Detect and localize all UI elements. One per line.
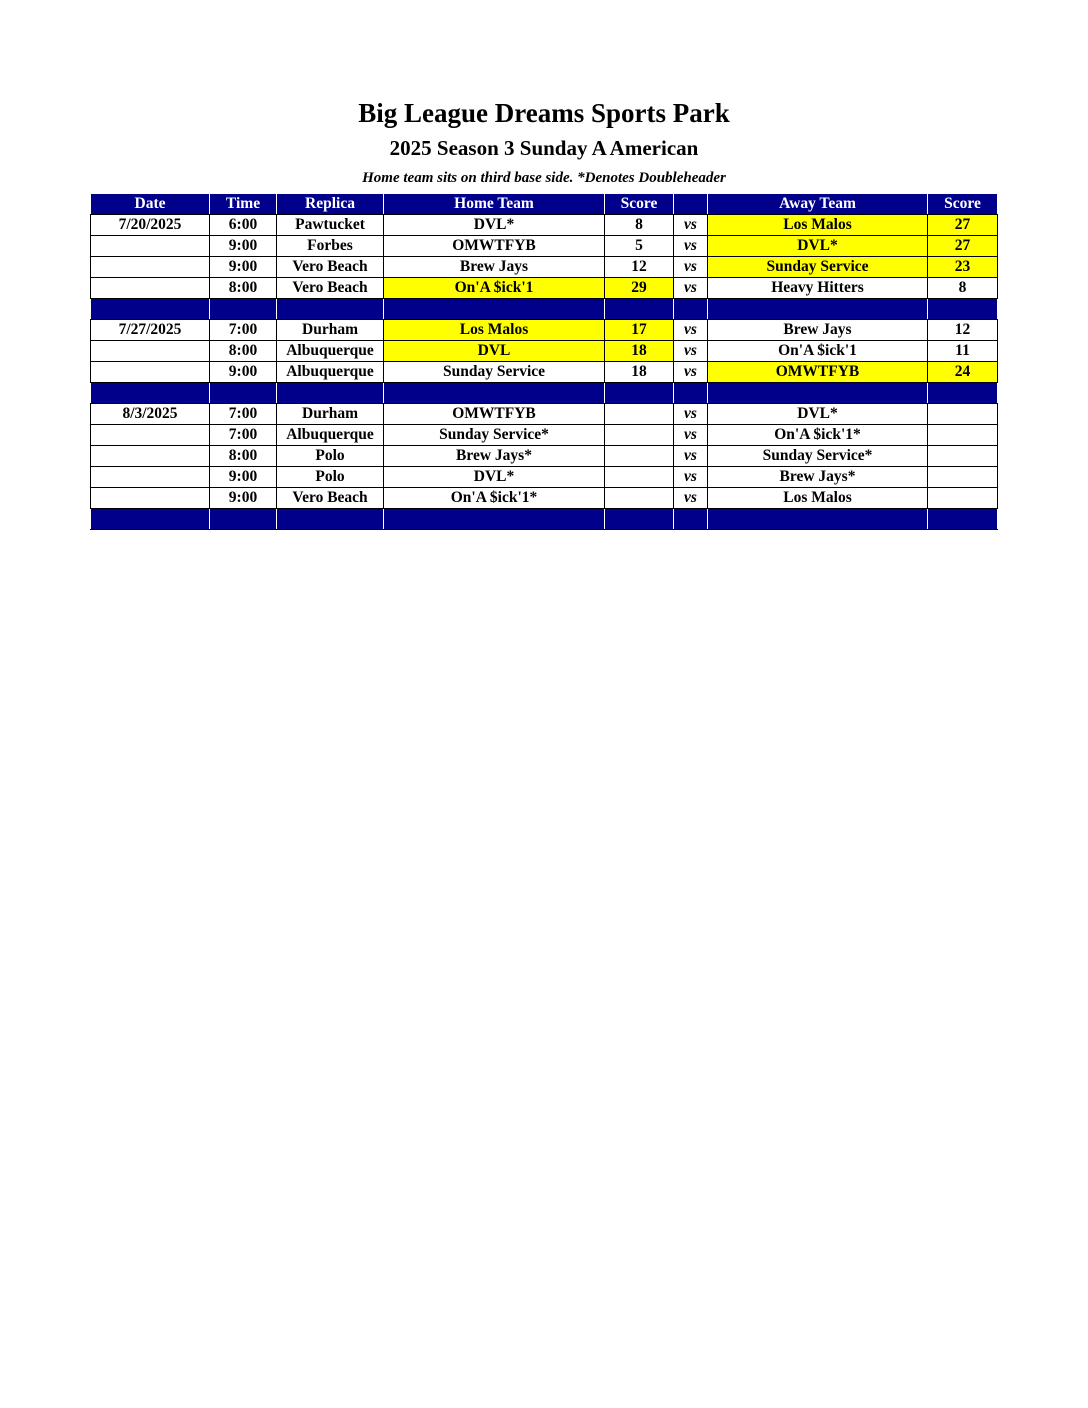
replica-cell: Vero Beach [277, 257, 384, 278]
away-score-cell [928, 488, 998, 509]
vs-cell: vs [674, 425, 708, 446]
home-score-cell [605, 467, 674, 488]
away-score-cell: 8 [928, 278, 998, 299]
replica-cell: Forbes [277, 236, 384, 257]
separator-cell [928, 509, 998, 530]
table-row [91, 467, 998, 488]
separator-cell [277, 383, 384, 404]
time-cell: 9:00 [210, 488, 277, 509]
away-score-cell [928, 425, 998, 446]
header-date: Date [91, 194, 210, 215]
away-team-cell: OMWTFYB [708, 362, 928, 383]
vs-cell: vs [674, 404, 708, 425]
away-score-cell [928, 467, 998, 488]
week-separator-row [91, 509, 998, 530]
header-time: Time [210, 194, 277, 215]
home-team-cell: DVL* [384, 467, 605, 488]
home-score-cell [605, 425, 674, 446]
separator-cell [277, 509, 384, 530]
replica-cell: Vero Beach [277, 488, 384, 509]
table-row [91, 425, 998, 446]
separator-cell [708, 383, 928, 404]
vs-cell: vs [674, 341, 708, 362]
table-row [91, 404, 998, 425]
home-score-cell [605, 488, 674, 509]
header-vs [674, 194, 708, 215]
replica-cell: Polo [277, 467, 384, 488]
away-team-cell: Los Malos [708, 488, 928, 509]
vs-cell: vs [674, 446, 708, 467]
separator-cell [277, 299, 384, 320]
table-row [91, 278, 998, 299]
separator-cell [384, 299, 605, 320]
separator-cell [928, 299, 998, 320]
header-home-team: Home Team [384, 194, 605, 215]
away-team-cell: DVL* [708, 404, 928, 425]
home-score-cell: 17 [605, 320, 674, 341]
date-cell: 7/27/2025 [91, 320, 210, 341]
week-separator-row [91, 299, 998, 320]
header-replica: Replica [277, 194, 384, 215]
time-cell: 8:00 [210, 278, 277, 299]
separator-cell [210, 509, 277, 530]
table-row [91, 320, 998, 341]
replica-cell: Durham [277, 320, 384, 341]
away-score-cell: 12 [928, 320, 998, 341]
replica-cell: Pawtucket [277, 215, 384, 236]
date-cell [91, 257, 210, 278]
replica-cell: Albuquerque [277, 425, 384, 446]
separator-cell [708, 299, 928, 320]
replica-cell: Vero Beach [277, 278, 384, 299]
vs-cell: vs [674, 236, 708, 257]
home-team-cell: Sunday Service* [384, 425, 605, 446]
away-team-cell: Heavy Hitters [708, 278, 928, 299]
home-team-cell: Brew Jays [384, 257, 605, 278]
table-row [91, 236, 998, 257]
time-cell: 8:00 [210, 341, 277, 362]
date-cell: 8/3/2025 [91, 404, 210, 425]
away-team-cell: Sunday Service* [708, 446, 928, 467]
date-cell [91, 446, 210, 467]
home-score-cell [605, 446, 674, 467]
time-cell: 9:00 [210, 257, 277, 278]
separator-cell [605, 509, 674, 530]
time-cell: 7:00 [210, 425, 277, 446]
away-team-cell: Brew Jays* [708, 467, 928, 488]
table-row [91, 446, 998, 467]
time-cell: 7:00 [210, 320, 277, 341]
time-cell: 9:00 [210, 236, 277, 257]
home-score-cell: 29 [605, 278, 674, 299]
table-row [91, 488, 998, 509]
vs-cell: vs [674, 320, 708, 341]
vs-cell: vs [674, 215, 708, 236]
away-team-cell: Sunday Service [708, 257, 928, 278]
away-team-cell: Los Malos [708, 215, 928, 236]
home-team-cell: OMWTFYB [384, 236, 605, 257]
home-team-cell: OMWTFYB [384, 404, 605, 425]
time-cell: 7:00 [210, 404, 277, 425]
date-cell [91, 488, 210, 509]
table-row [91, 257, 998, 278]
separator-cell [674, 299, 708, 320]
vs-cell: vs [674, 467, 708, 488]
home-team-cell: Los Malos [384, 320, 605, 341]
home-score-cell: 5 [605, 236, 674, 257]
home-team-cell: DVL* [384, 215, 605, 236]
header-home-score: Score [605, 194, 674, 215]
table-row [91, 362, 998, 383]
home-team-cell: DVL [384, 341, 605, 362]
home-score-cell [605, 404, 674, 425]
separator-cell [384, 383, 605, 404]
away-score-cell: 11 [928, 341, 998, 362]
away-score-cell: 24 [928, 362, 998, 383]
home-score-cell: 18 [605, 341, 674, 362]
separator-cell [674, 509, 708, 530]
home-score-cell: 18 [605, 362, 674, 383]
separator-cell [928, 383, 998, 404]
page-subtitle: 2025 Season 3 Sunday A American [389, 136, 699, 160]
header-away-team: Away Team [708, 194, 928, 215]
home-team-cell: Brew Jays* [384, 446, 605, 467]
date-cell [91, 236, 210, 257]
vs-cell: vs [674, 278, 708, 299]
schedule-table [90, 193, 998, 530]
replica-cell: Polo [277, 446, 384, 467]
away-team-cell: On'A $ick'1* [708, 425, 928, 446]
home-team-cell: Sunday Service [384, 362, 605, 383]
home-team-cell: On'A $ick'1* [384, 488, 605, 509]
home-score-cell: 8 [605, 215, 674, 236]
date-cell: 7/20/2025 [91, 215, 210, 236]
table-row [91, 341, 998, 362]
away-team-cell: DVL* [708, 236, 928, 257]
date-cell [91, 341, 210, 362]
date-cell [91, 425, 210, 446]
separator-cell [210, 383, 277, 404]
away-score-cell: 27 [928, 236, 998, 257]
separator-cell [605, 383, 674, 404]
date-cell [91, 362, 210, 383]
vs-cell: vs [674, 488, 708, 509]
separator-cell [708, 509, 928, 530]
date-cell [91, 467, 210, 488]
separator-cell [605, 299, 674, 320]
replica-cell: Albuquerque [277, 362, 384, 383]
header-row [91, 194, 998, 215]
separator-cell [91, 383, 210, 404]
away-score-cell: 23 [928, 257, 998, 278]
replica-cell: Albuquerque [277, 341, 384, 362]
date-cell [91, 278, 210, 299]
separator-cell [91, 509, 210, 530]
away-score-cell: 27 [928, 215, 998, 236]
separator-cell [91, 299, 210, 320]
separator-cell [210, 299, 277, 320]
time-cell: 8:00 [210, 446, 277, 467]
time-cell: 9:00 [210, 362, 277, 383]
week-separator-row [91, 383, 998, 404]
away-score-cell [928, 404, 998, 425]
away-team-cell: Brew Jays [708, 320, 928, 341]
vs-cell: vs [674, 362, 708, 383]
vs-cell: vs [674, 257, 708, 278]
header-away-score: Score [928, 194, 998, 215]
away-score-cell [928, 446, 998, 467]
time-cell: 9:00 [210, 467, 277, 488]
away-team-cell: On'A $ick'1 [708, 341, 928, 362]
schedule-note: Home team sits on third base side. *Denotes Doubleheader [362, 170, 726, 186]
home-team-cell: On'A $ick'1 [384, 278, 605, 299]
time-cell: 6:00 [210, 215, 277, 236]
home-score-cell: 12 [605, 257, 674, 278]
replica-cell: Durham [277, 404, 384, 425]
separator-cell [674, 383, 708, 404]
table-row [91, 215, 998, 236]
separator-cell [384, 509, 605, 530]
page-title: Big League Dreams Sports Park [358, 98, 730, 128]
